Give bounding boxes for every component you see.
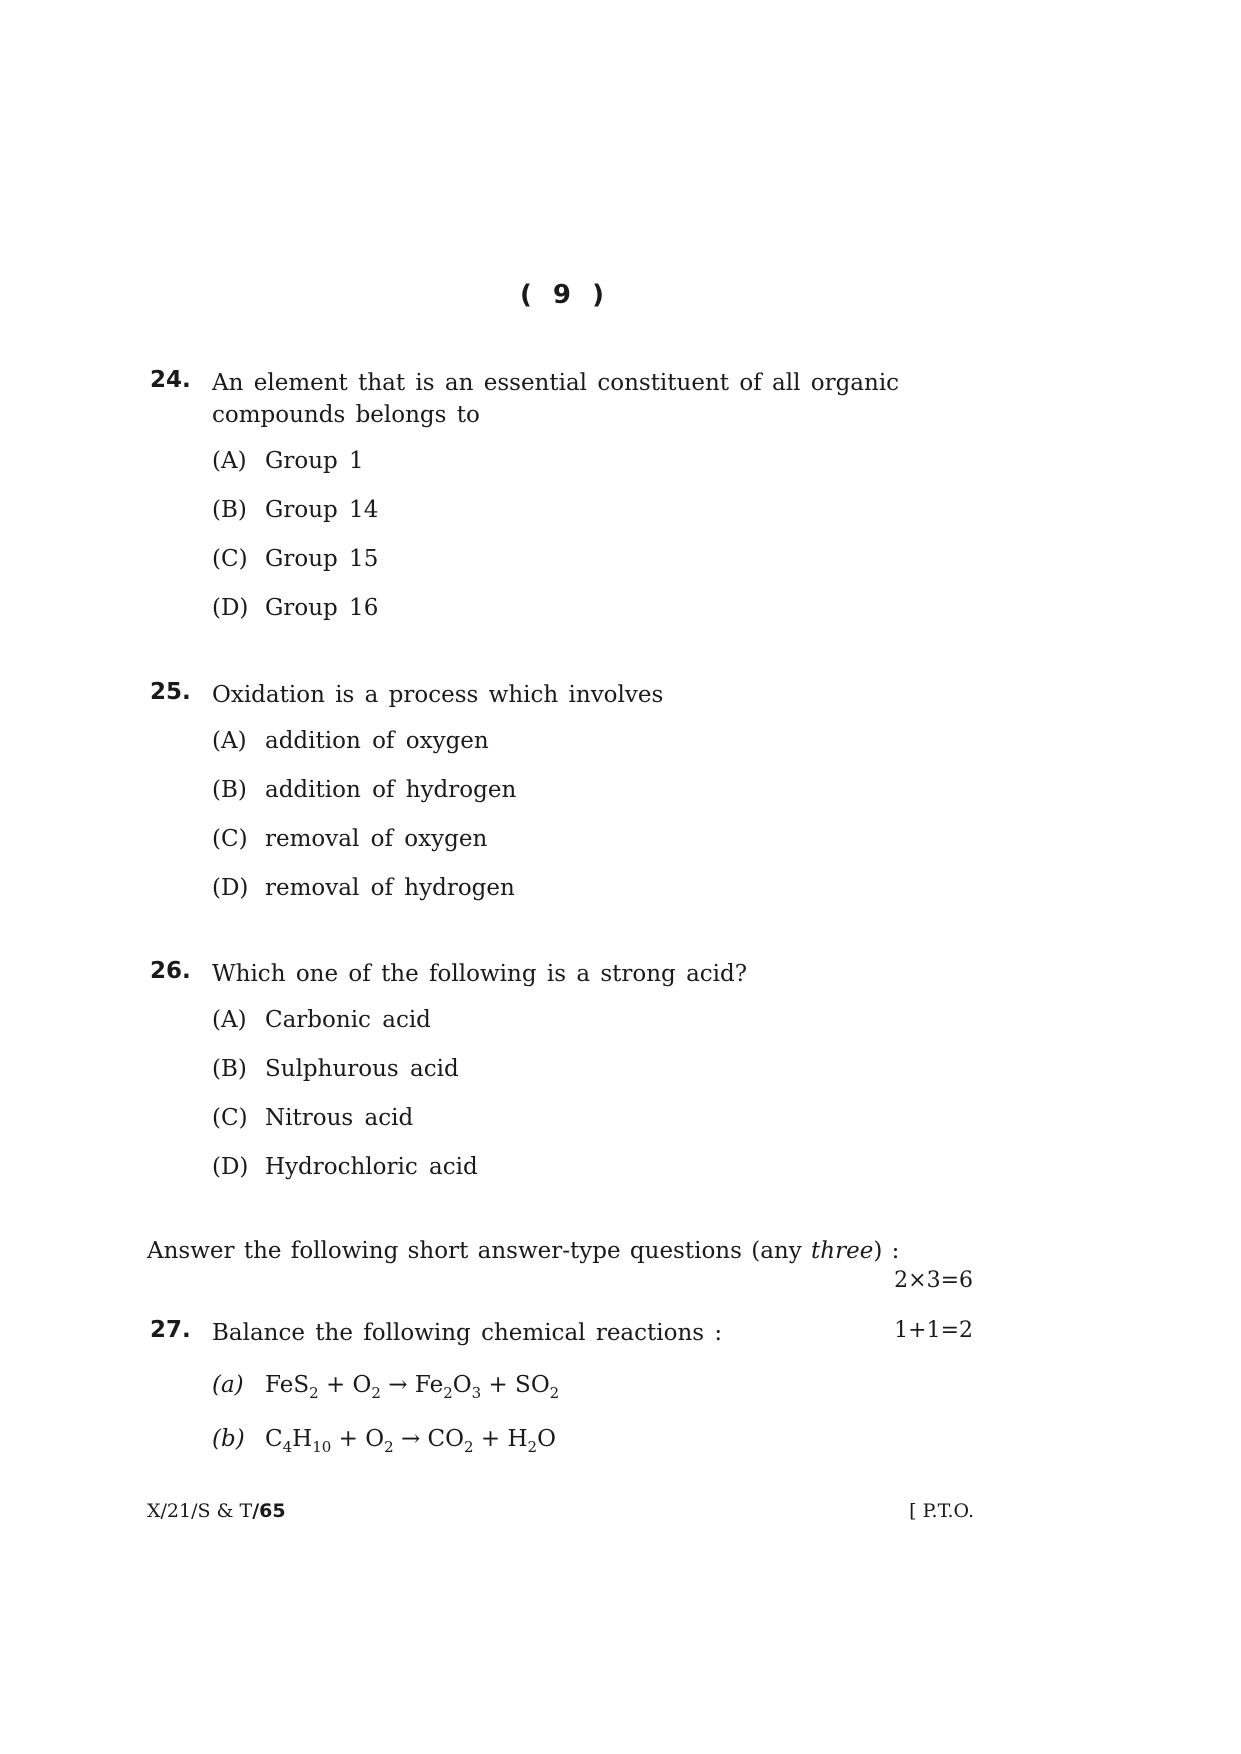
option-label: (A) [212, 728, 247, 754]
option-text: addition of oxygen [265, 728, 489, 754]
option-c [212, 1105, 413, 1131]
option-a [212, 448, 364, 474]
reaction-label: (b) [212, 1426, 245, 1452]
option-label: (B) [212, 1056, 247, 1082]
option-label: (B) [212, 777, 247, 803]
option-text: Group 14 [265, 497, 379, 523]
question-text: Balance the following chemical reactions : [212, 1320, 723, 1346]
option-label: (D) [212, 875, 249, 901]
option-d [212, 1154, 478, 1180]
option-label: (C) [212, 546, 248, 572]
option-c [212, 826, 487, 852]
option-b [212, 777, 516, 803]
option-label: (C) [212, 1105, 248, 1131]
option-text: Group 1 [265, 448, 364, 474]
question-number: 24. [150, 367, 191, 393]
question-text: Which one of the following is a strong acid? [212, 961, 748, 987]
option-b [212, 497, 378, 523]
section-marks: 2×3=6 [894, 1268, 973, 1293]
question-text: An element that is an essential constituent of all organic compounds belongs to [212, 370, 900, 428]
section-instruction [147, 1238, 899, 1264]
option-a [212, 1007, 431, 1033]
option-label: (A) [212, 448, 247, 474]
option-c [212, 546, 378, 572]
option-b [212, 1056, 459, 1082]
option-text: Nitrous acid [265, 1105, 414, 1131]
reaction-label: (a) [212, 1372, 244, 1398]
option-label: (B) [212, 497, 247, 523]
option-label: (A) [212, 1007, 247, 1033]
option-text: Group 16 [265, 595, 379, 621]
option-text: Hydrochloric acid [265, 1154, 478, 1180]
option-label: (D) [212, 595, 249, 621]
option-text: Sulphurous acid [265, 1056, 459, 1082]
option-text: Group 15 [265, 546, 379, 572]
option-text: addition of hydrogen [265, 777, 517, 803]
reaction-b [212, 1426, 556, 1456]
paper-code-suffix: /65 [252, 1500, 286, 1522]
question-number: 26. [150, 958, 191, 984]
chemical-equation: $C_4H_{10} + O_2 \to CO_2 + H_2O$ [265, 1426, 556, 1456]
page-number: ( 9 ) [520, 280, 610, 310]
option-d [212, 875, 515, 901]
option-d [212, 595, 378, 621]
chemical-equation: $FeS_2 + O_2 \to Fe_2O_3 + SO_2$ [265, 1372, 560, 1402]
paper-code [147, 1500, 286, 1522]
option-text: removal of hydrogen [265, 875, 515, 901]
option-label: (D) [212, 1154, 249, 1180]
option-text: Carbonic acid [265, 1007, 431, 1033]
question-number: 25. [150, 679, 191, 705]
option-text: removal of oxygen [265, 826, 488, 852]
question-number: 27. [150, 1317, 191, 1343]
question-27-marks: 1+1=2 [894, 1318, 973, 1343]
pto-label: [ P.T.O. [909, 1500, 974, 1522]
option-a [212, 728, 489, 754]
instruction-emphasis: three [811, 1238, 874, 1264]
instruction-text-end: ) : [873, 1238, 900, 1264]
reaction-a [212, 1372, 559, 1402]
paper-code-prefix: X/21/S & T [147, 1500, 253, 1522]
question-text: Oxidation is a process which involves [212, 682, 664, 708]
option-label: (C) [212, 826, 248, 852]
instruction-text: Answer the following short answer-type questions (any [147, 1238, 812, 1264]
